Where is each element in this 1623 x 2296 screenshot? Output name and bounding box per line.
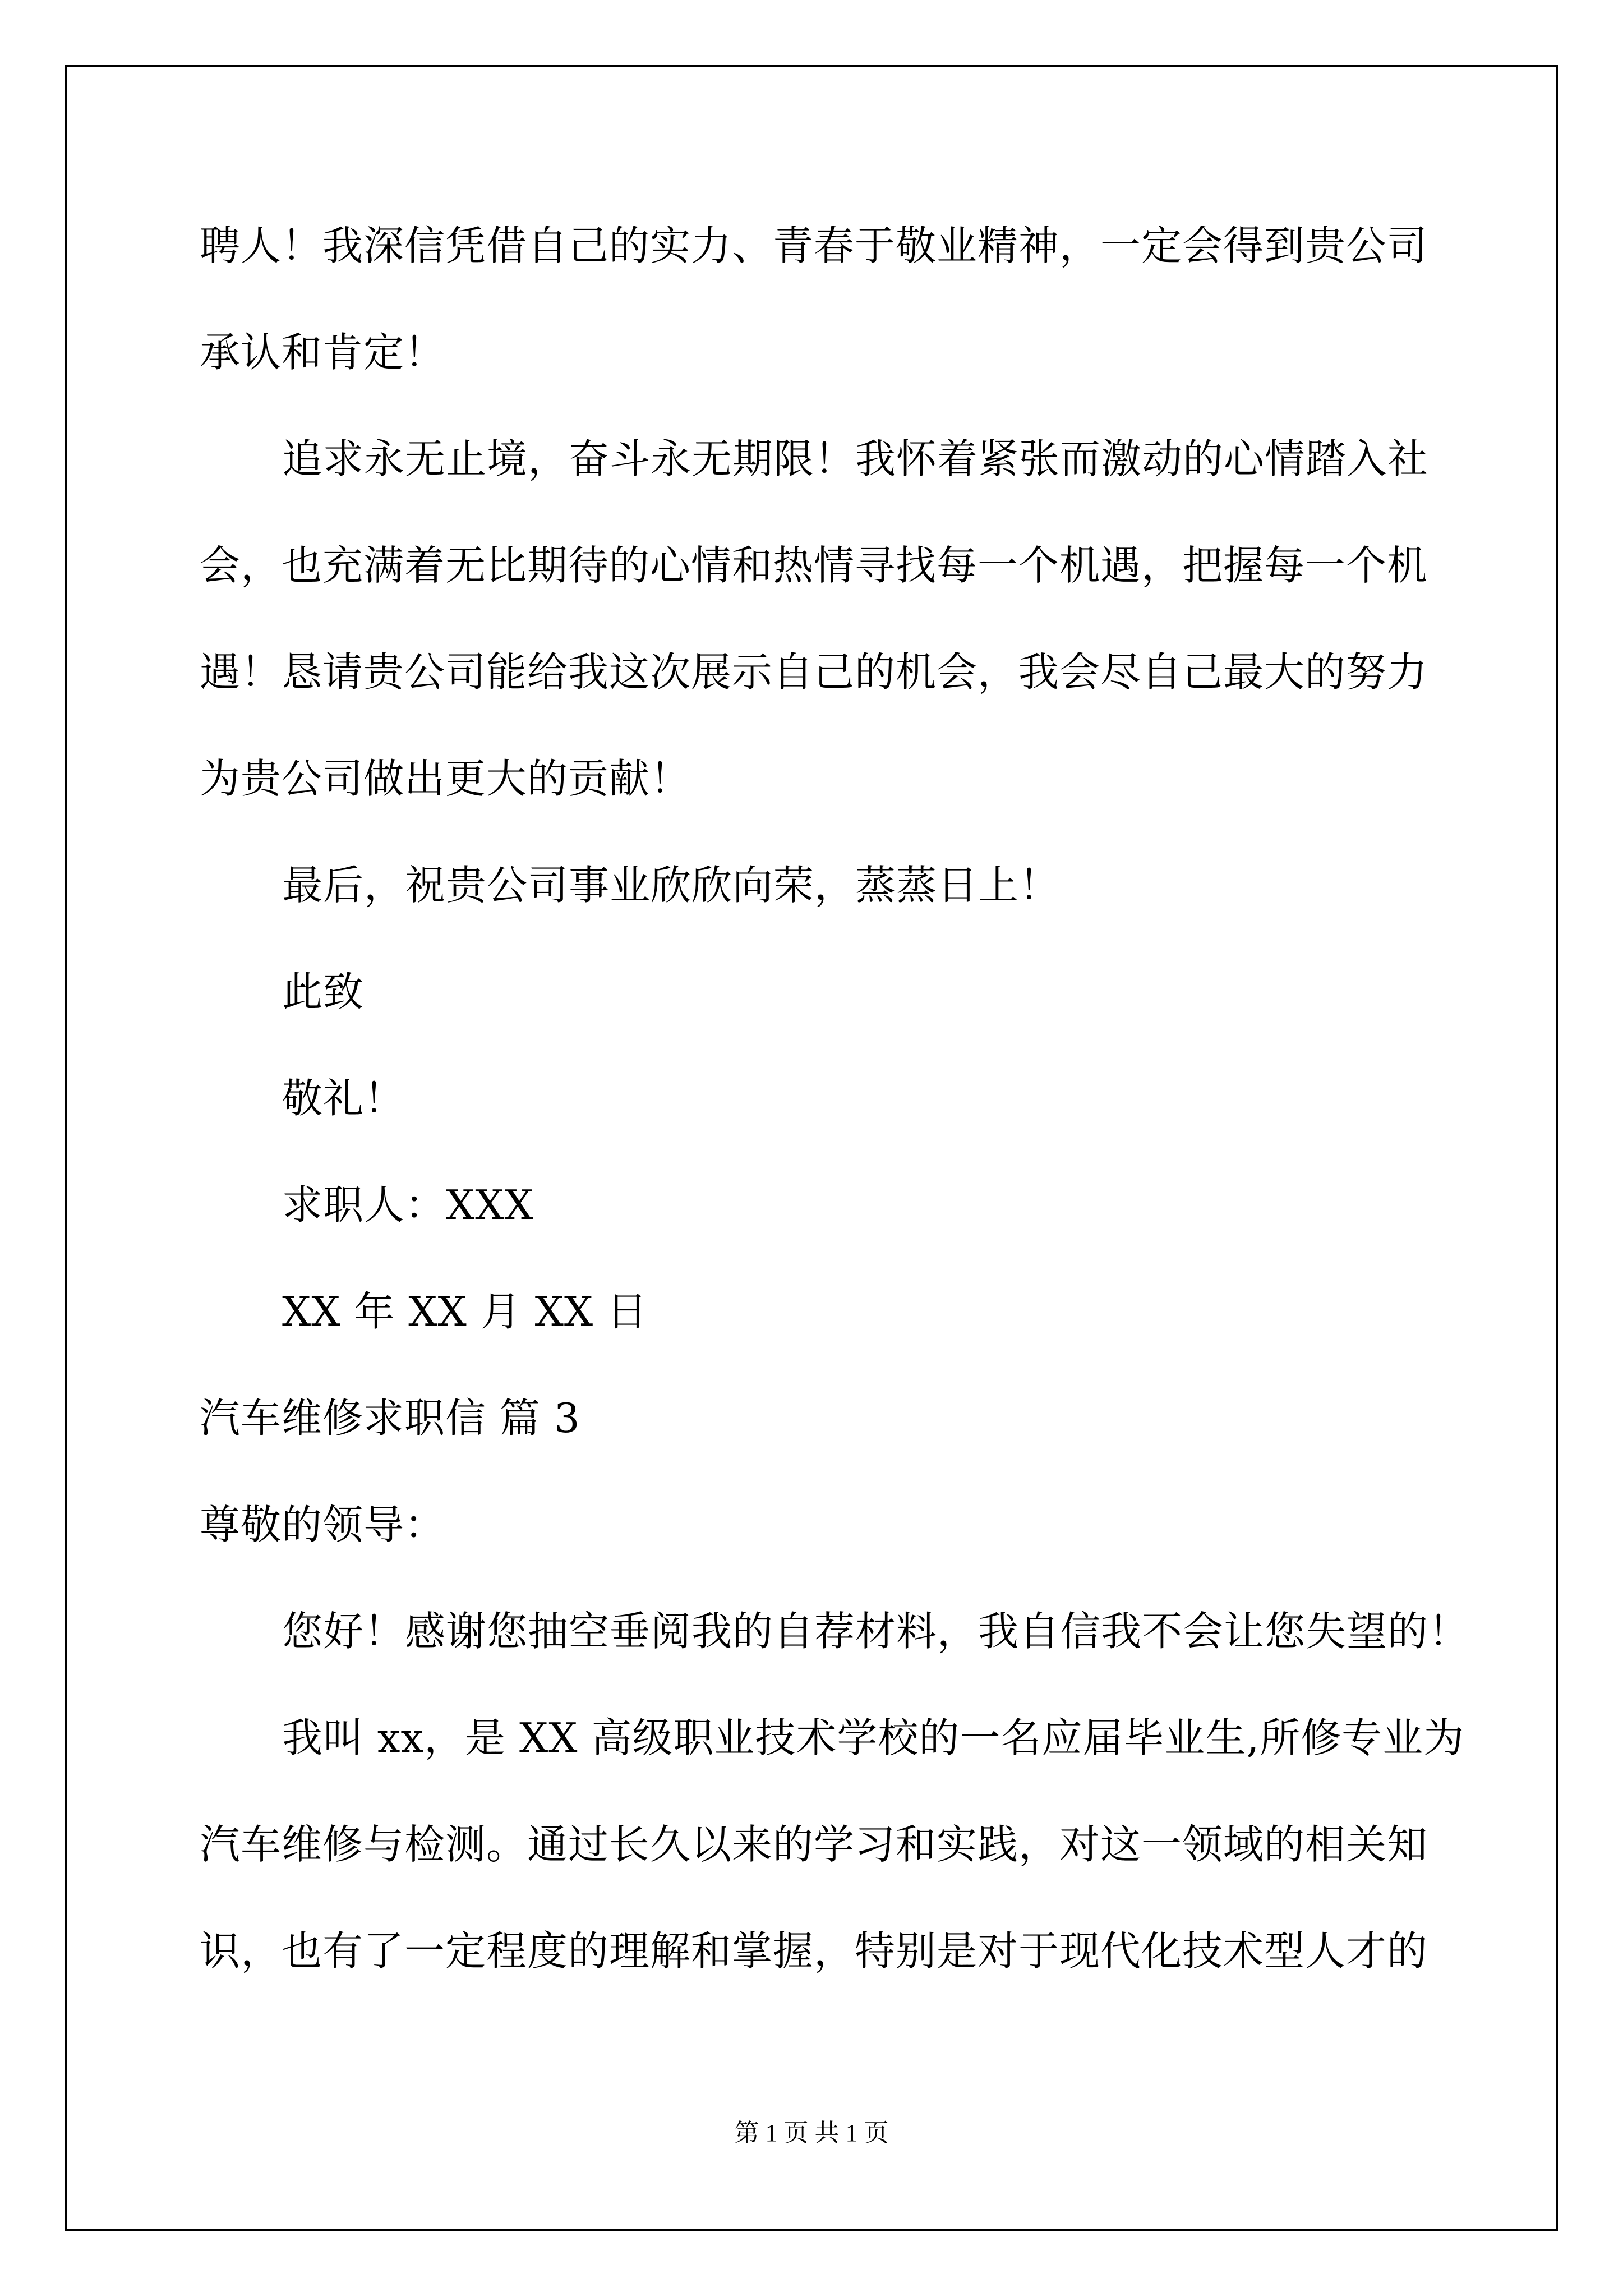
section-heading: 汽车维修求职信 篇 3 <box>200 1395 580 1442</box>
greeting-line: 尊敬的领导： <box>200 1501 446 1548</box>
salutation-jingli: 敬礼！ <box>282 1075 405 1122</box>
body-line-3: 追求永无止境，奋斗永无期限！我怀着紧张而激动的心情踏入社 <box>282 435 1429 482</box>
body-line-4: 会，也充满着无比期待的心情和热情寻找每一个机遇，把握每一个机 <box>200 542 1428 589</box>
page-border <box>65 65 1558 2231</box>
body-line-14: 您好！感谢您抽空垂阅我的自荐材料，我自信我不会让您失望的！ <box>282 1608 1470 1655</box>
body-line-2: 承认和肯定！ <box>200 329 446 376</box>
signature-line: 求职人：XXX <box>282 1181 534 1228</box>
page-footer: 第 1 页 共 1 页 <box>734 2119 889 2147</box>
date-line: XX 年 XX 月 XX 日 <box>282 1288 648 1335</box>
body-line-15: 我叫 xx，是 XX 高级职业技术学校的一名应届毕业生,所修专业为 <box>282 1714 1465 1761</box>
closing-wish: 最后，祝贵公司事业欣欣向荣，蒸蒸日上！ <box>282 862 1061 909</box>
body-line-1: 聘人！我深信凭借自己的实力、青春于敬业精神，一定会得到贵公司 <box>200 222 1428 269</box>
body-line-5: 遇！恳请贵公司能给我这次展示自己的机会，我会尽自己最大的努力 <box>200 648 1428 696</box>
body-line-17: 识，也有了一定程度的理解和掌握，特别是对于现代化技术型人才的 <box>200 1927 1428 1975</box>
body-line-16: 汽车维修与检测。通过长久以来的学习和实践，对这一领域的相关知 <box>200 1821 1428 1868</box>
body-line-6: 为贵公司做出更大的贡献！ <box>200 755 691 802</box>
salutation-cizhi: 此致 <box>282 968 365 1015</box>
